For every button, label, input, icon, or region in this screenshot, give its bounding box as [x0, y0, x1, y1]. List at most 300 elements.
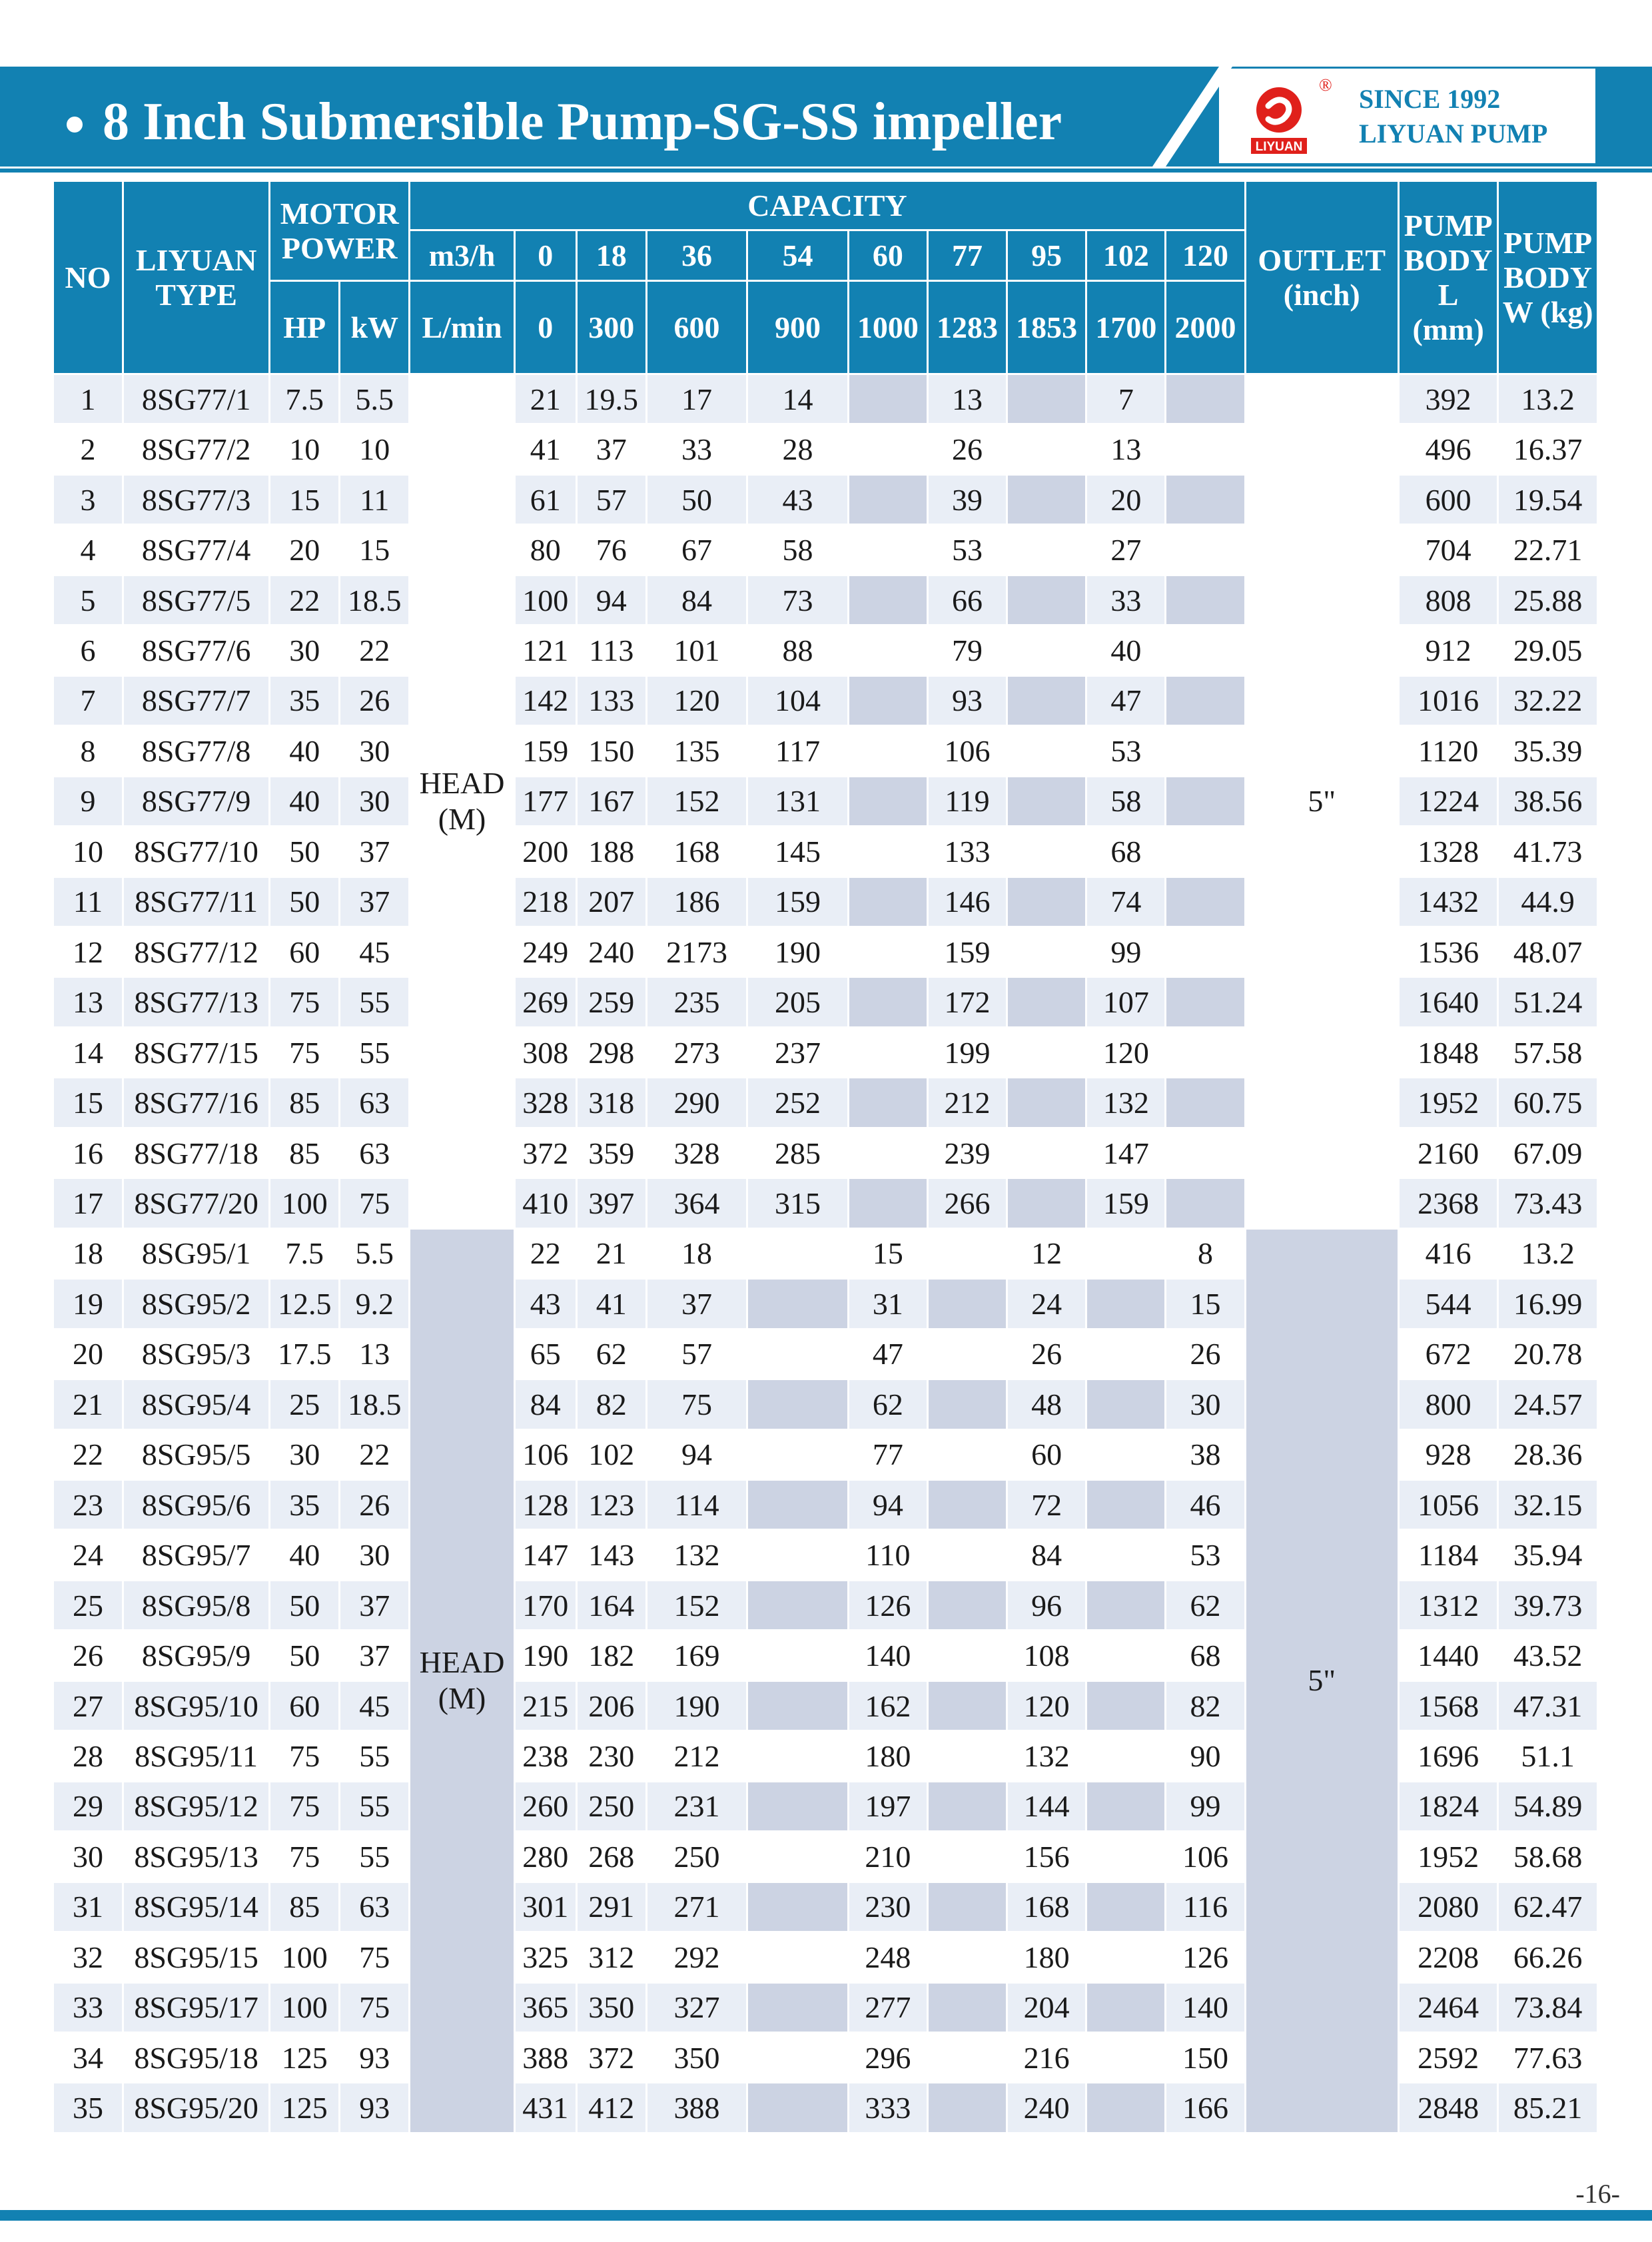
- row-kw: 55: [340, 977, 410, 1027]
- empty-cell: [747, 1631, 848, 1681]
- empty-cell: [927, 1379, 1007, 1429]
- body-weight: 48.07: [1498, 927, 1598, 976]
- row-kw: 30: [340, 1530, 410, 1580]
- header-motor-power: MOTOR POWER: [270, 181, 410, 281]
- row-kw: 37: [340, 827, 410, 877]
- head-value: 75: [646, 1379, 747, 1429]
- head-value: 240: [576, 927, 646, 976]
- head-value: 152: [646, 1580, 747, 1630]
- head-value: 62: [848, 1379, 927, 1429]
- head-value: 190: [514, 1631, 576, 1681]
- body-weight: 85.21: [1498, 2083, 1598, 2133]
- row-no: 12: [53, 927, 123, 976]
- body-length: 1056: [1398, 1479, 1497, 1529]
- head-value: 169: [646, 1631, 747, 1681]
- row-no: 26: [53, 1631, 123, 1681]
- row-hp: 10: [270, 424, 340, 474]
- row-kw: 93: [340, 2032, 410, 2082]
- head-value: 58: [747, 525, 848, 575]
- head-value: 108: [1007, 1631, 1086, 1681]
- row-hp: 30: [270, 625, 340, 675]
- head-value: 177: [514, 776, 576, 826]
- header-m3h-value: 102: [1086, 230, 1166, 281]
- head-value: 123: [576, 1479, 646, 1529]
- head-value: 28: [747, 424, 848, 474]
- head-value: 94: [646, 1429, 747, 1479]
- empty-cell: [927, 1781, 1007, 1831]
- body-length: 1952: [1398, 1078, 1497, 1128]
- body-length: 392: [1398, 374, 1497, 424]
- head-value: 159: [1086, 1178, 1166, 1228]
- head-value: 68: [1086, 827, 1166, 877]
- row-hp: 20: [270, 525, 340, 575]
- body-length: 1312: [1398, 1580, 1497, 1630]
- body-weight: 41.73: [1498, 827, 1598, 877]
- head-value: 164: [576, 1580, 646, 1630]
- head-value: 188: [576, 827, 646, 877]
- header-lmin-value: 2000: [1166, 281, 1245, 374]
- head-value: 271: [646, 1882, 747, 1932]
- body-weight: 54.89: [1498, 1781, 1598, 1831]
- head-value: 15: [1166, 1279, 1245, 1329]
- head-value: 90: [1166, 1731, 1245, 1781]
- empty-cell: [1086, 1379, 1166, 1429]
- footer-bar: [0, 2210, 1652, 2221]
- head-value: 250: [576, 1781, 646, 1831]
- head-value: 291: [576, 1882, 646, 1932]
- row-no: 32: [53, 1932, 123, 1982]
- head-value: 296: [848, 2032, 927, 2082]
- head-value: 39: [927, 474, 1007, 524]
- row-hp: 60: [270, 1681, 340, 1730]
- empty-cell: [927, 1329, 1007, 1379]
- row-type: 8SG95/6: [123, 1479, 270, 1529]
- header-lmin-value: 900: [747, 281, 848, 374]
- head-value: 41: [576, 1279, 646, 1329]
- row-hp: 100: [270, 1982, 340, 2032]
- head-value: 102: [576, 1429, 646, 1479]
- head-value: 53: [1166, 1530, 1245, 1580]
- body-weight: 43.52: [1498, 1631, 1598, 1681]
- empty-cell: [1166, 1128, 1245, 1178]
- row-hp: 85: [270, 1078, 340, 1128]
- row-hp: 50: [270, 827, 340, 877]
- table-row: [53, 374, 1598, 424]
- head-value: 207: [576, 877, 646, 927]
- row-type: 8SG95/18: [123, 2032, 270, 2082]
- empty-cell: [927, 1530, 1007, 1580]
- row-hp: 125: [270, 2032, 340, 2082]
- head-value: 359: [576, 1128, 646, 1178]
- head-value: 146: [927, 877, 1007, 927]
- empty-cell: [1166, 1027, 1245, 1077]
- empty-cell: [1086, 1429, 1166, 1479]
- empty-cell: [848, 1128, 927, 1178]
- row-no: 1: [53, 374, 123, 424]
- header-kw: kW: [340, 281, 410, 374]
- row-kw: 30: [340, 726, 410, 776]
- empty-cell: [1007, 525, 1086, 575]
- empty-cell: [848, 776, 927, 826]
- empty-cell: [1007, 1128, 1086, 1178]
- empty-cell: [1166, 1078, 1245, 1128]
- head-value: 143: [576, 1530, 646, 1580]
- head-value: 186: [646, 877, 747, 927]
- row-type: 8SG95/9: [123, 1631, 270, 1681]
- empty-cell: [1086, 1631, 1166, 1681]
- head-value: 61: [514, 474, 576, 524]
- page-title-text: 8 Inch Submersible Pump-SG-SS impeller: [103, 93, 1062, 151]
- head-value: 285: [747, 1128, 848, 1178]
- head-value: 180: [848, 1731, 927, 1781]
- head-value: 79: [927, 625, 1007, 675]
- head-value: 33: [1086, 575, 1166, 625]
- body-weight: 58.68: [1498, 1832, 1598, 1882]
- head-value: 100: [514, 575, 576, 625]
- body-weight: 73.43: [1498, 1178, 1598, 1228]
- head-label: HEAD (M): [410, 1228, 515, 2133]
- head-value: 57: [646, 1329, 747, 1379]
- head-value: 170: [514, 1580, 576, 1630]
- empty-cell: [848, 424, 927, 474]
- empty-cell: [1007, 1027, 1086, 1077]
- empty-cell: [848, 474, 927, 524]
- head-value: 273: [646, 1027, 747, 1077]
- head-value: 269: [514, 977, 576, 1027]
- row-no: 23: [53, 1479, 123, 1529]
- head-value: 250: [646, 1832, 747, 1882]
- row-hp: 100: [270, 1932, 340, 1982]
- body-weight: 77.63: [1498, 2032, 1598, 2082]
- logo-wordmark: LIYUAN: [1255, 140, 1303, 154]
- row-hp: 85: [270, 1882, 340, 1932]
- empty-cell: [1007, 1078, 1086, 1128]
- empty-cell: [747, 1731, 848, 1781]
- head-value: 364: [646, 1178, 747, 1228]
- head-value: 26: [1007, 1329, 1086, 1379]
- row-no: 10: [53, 827, 123, 877]
- outlet-value: 5": [1245, 1228, 1398, 2133]
- row-hp: 7.5: [270, 1228, 340, 1278]
- head-value: 13: [1086, 424, 1166, 474]
- row-kw: 75: [340, 1982, 410, 2032]
- outlet-value: 5": [1245, 374, 1398, 1229]
- row-no: 14: [53, 1027, 123, 1077]
- empty-cell: [1086, 1781, 1166, 1831]
- row-hp: 50: [270, 1580, 340, 1630]
- row-kw: 45: [340, 1681, 410, 1730]
- body-length: 1016: [1398, 675, 1497, 725]
- empty-cell: [1166, 726, 1245, 776]
- head-value: 37: [576, 424, 646, 474]
- row-kw: 13: [340, 1329, 410, 1379]
- body-length: 1184: [1398, 1530, 1497, 1580]
- empty-cell: [1166, 675, 1245, 725]
- head-value: 114: [646, 1479, 747, 1529]
- row-no: 17: [53, 1178, 123, 1228]
- head-value: 50: [646, 474, 747, 524]
- row-hp: 60: [270, 927, 340, 976]
- row-type: 8SG77/18: [123, 1128, 270, 1178]
- header-lmin-value: 300: [576, 281, 646, 374]
- empty-cell: [927, 1982, 1007, 2032]
- empty-cell: [1007, 675, 1086, 725]
- head-value: 41: [514, 424, 576, 474]
- empty-cell: [1007, 1178, 1086, 1228]
- head-value: 7: [1086, 374, 1166, 424]
- head-value: 60: [1007, 1429, 1086, 1479]
- head-value: 410: [514, 1178, 576, 1228]
- head-value: 96: [1007, 1580, 1086, 1630]
- brand-since: SINCE 1992: [1359, 84, 1501, 114]
- head-value: 240: [1007, 2083, 1086, 2133]
- body-weight: 44.9: [1498, 877, 1598, 927]
- head-value: 133: [927, 827, 1007, 877]
- body-length: 2848: [1398, 2083, 1497, 2133]
- head-value: 280: [514, 1832, 576, 1882]
- header-type: LIYUAN TYPE: [123, 181, 270, 374]
- head-value: 159: [747, 877, 848, 927]
- empty-cell: [1007, 575, 1086, 625]
- empty-cell: [1086, 1228, 1166, 1278]
- row-type: 8SG95/1: [123, 1228, 270, 1278]
- row-type: 8SG77/5: [123, 575, 270, 625]
- body-weight: 16.99: [1498, 1279, 1598, 1329]
- body-weight: 66.26: [1498, 1932, 1598, 1982]
- body-length: 2160: [1398, 1128, 1497, 1178]
- row-no: 25: [53, 1580, 123, 1630]
- head-value: 210: [848, 1832, 927, 1882]
- row-type: 8SG95/10: [123, 1681, 270, 1730]
- row-kw: 22: [340, 625, 410, 675]
- empty-cell: [1007, 827, 1086, 877]
- bullet-icon: [67, 117, 83, 133]
- row-no: 21: [53, 1379, 123, 1429]
- body-weight: 29.05: [1498, 625, 1598, 675]
- empty-cell: [927, 1832, 1007, 1882]
- head-value: 147: [514, 1530, 576, 1580]
- head-value: 230: [576, 1731, 646, 1781]
- head-value: 230: [848, 1882, 927, 1932]
- row-type: 8SG77/20: [123, 1178, 270, 1228]
- row-no: 31: [53, 1882, 123, 1932]
- row-type: 8SG77/16: [123, 1078, 270, 1128]
- empty-cell: [1166, 525, 1245, 575]
- head-value: 113: [576, 625, 646, 675]
- head-value: 120: [1086, 1027, 1166, 1077]
- header-lmin-value: 0: [514, 281, 576, 374]
- empty-cell: [1166, 374, 1245, 424]
- row-kw: 55: [340, 1731, 410, 1781]
- row-no: 9: [53, 776, 123, 826]
- head-value: 239: [927, 1128, 1007, 1178]
- row-no: 2: [53, 424, 123, 474]
- head-value: 47: [848, 1329, 927, 1379]
- head-value: 31: [848, 1279, 927, 1329]
- empty-cell: [927, 1580, 1007, 1630]
- body-weight: 67.09: [1498, 1128, 1598, 1178]
- empty-cell: [747, 1781, 848, 1831]
- head-value: 172: [927, 977, 1007, 1027]
- row-kw: 18.5: [340, 1379, 410, 1429]
- row-type: 8SG77/10: [123, 827, 270, 877]
- body-weight: 28.36: [1498, 1429, 1598, 1479]
- row-no: 19: [53, 1279, 123, 1329]
- empty-cell: [747, 1429, 848, 1479]
- body-length: 1224: [1398, 776, 1497, 826]
- empty-cell: [747, 1228, 848, 1278]
- empty-cell: [747, 1932, 848, 1982]
- diagonal-divider: [1126, 67, 1232, 167]
- head-value: 74: [1086, 877, 1166, 927]
- body-length: 1696: [1398, 1731, 1497, 1781]
- body-weight: 22.71: [1498, 525, 1598, 575]
- row-type: 8SG95/14: [123, 1882, 270, 1932]
- row-kw: 30: [340, 776, 410, 826]
- empty-cell: [848, 827, 927, 877]
- page-title: [67, 85, 1062, 159]
- row-kw: 63: [340, 1128, 410, 1178]
- head-value: 21: [514, 374, 576, 424]
- empty-cell: [848, 927, 927, 976]
- body-length: 416: [1398, 1228, 1497, 1278]
- row-hp: 75: [270, 977, 340, 1027]
- row-type: 8SG77/15: [123, 1027, 270, 1077]
- row-type: 8SG77/7: [123, 675, 270, 725]
- head-value: 168: [646, 827, 747, 877]
- empty-cell: [927, 1731, 1007, 1781]
- empty-cell: [1086, 1530, 1166, 1580]
- row-type: 8SG95/17: [123, 1982, 270, 2032]
- empty-cell: [1166, 1178, 1245, 1228]
- head-value: 388: [646, 2083, 747, 2133]
- empty-cell: [848, 374, 927, 424]
- head-value: 14: [747, 374, 848, 424]
- row-kw: 55: [340, 1832, 410, 1882]
- head-value: 110: [848, 1530, 927, 1580]
- row-type: 8SG77/3: [123, 474, 270, 524]
- head-value: 159: [514, 726, 576, 776]
- header-lmin-value: 1853: [1007, 281, 1086, 374]
- head-value: 145: [747, 827, 848, 877]
- empty-cell: [1007, 877, 1086, 927]
- head-value: 266: [927, 1178, 1007, 1228]
- head-value: 152: [646, 776, 747, 826]
- head-value: 20: [1086, 474, 1166, 524]
- head-value: 132: [1086, 1078, 1166, 1128]
- head-value: 73: [747, 575, 848, 625]
- row-type: 8SG95/5: [123, 1429, 270, 1479]
- header-lmin: L/min: [410, 281, 515, 374]
- head-value: 206: [576, 1681, 646, 1730]
- head-value: 212: [927, 1078, 1007, 1128]
- header-lmin-value: 1700: [1086, 281, 1166, 374]
- head-value: 142: [514, 675, 576, 725]
- row-hp: 25: [270, 1379, 340, 1429]
- empty-cell: [747, 1681, 848, 1730]
- head-value: 268: [576, 1832, 646, 1882]
- head-value: 48: [1007, 1379, 1086, 1429]
- row-no: 15: [53, 1078, 123, 1128]
- head-value: 325: [514, 1932, 576, 1982]
- head-value: 65: [514, 1329, 576, 1379]
- head-value: 24: [1007, 1279, 1086, 1329]
- row-type: 8SG95/4: [123, 1379, 270, 1429]
- empty-cell: [1166, 927, 1245, 976]
- header-lmin-value: 1000: [848, 281, 927, 374]
- brand-text: [1359, 82, 1547, 151]
- head-value: 308: [514, 1027, 576, 1077]
- row-type: 8SG95/20: [123, 2083, 270, 2133]
- empty-cell: [927, 1429, 1007, 1479]
- row-kw: 55: [340, 1781, 410, 1831]
- row-type: 8SG77/13: [123, 977, 270, 1027]
- brand-box: [1219, 69, 1595, 163]
- empty-cell: [1166, 877, 1245, 927]
- row-type: 8SG77/11: [123, 877, 270, 927]
- empty-cell: [927, 1279, 1007, 1329]
- row-hp: 100: [270, 1178, 340, 1228]
- head-value: 249: [514, 927, 576, 976]
- head-value: 47: [1086, 675, 1166, 725]
- body-length: 1952: [1398, 1832, 1497, 1882]
- body-length: 928: [1398, 1429, 1497, 1479]
- body-length: 544: [1398, 1279, 1497, 1329]
- head-value: 116: [1166, 1882, 1245, 1932]
- head-value: 72: [1007, 1479, 1086, 1529]
- body-length: 2464: [1398, 1982, 1497, 2032]
- head-value: 21: [576, 1228, 646, 1278]
- row-no: 18: [53, 1228, 123, 1278]
- empty-cell: [1007, 726, 1086, 776]
- empty-cell: [747, 2083, 848, 2133]
- head-value: 84: [1007, 1530, 1086, 1580]
- header-lmin-value: 600: [646, 281, 747, 374]
- row-kw: 37: [340, 1631, 410, 1681]
- row-kw: 45: [340, 927, 410, 976]
- empty-cell: [747, 1329, 848, 1379]
- head-value: 298: [576, 1027, 646, 1077]
- empty-cell: [1086, 1580, 1166, 1630]
- empty-cell: [927, 1479, 1007, 1529]
- row-kw: 15: [340, 525, 410, 575]
- head-value: 117: [747, 726, 848, 776]
- registered-mark: ®: [1319, 75, 1332, 95]
- body-weight: 32.22: [1498, 675, 1598, 725]
- row-kw: 37: [340, 1580, 410, 1630]
- head-value: 135: [646, 726, 747, 776]
- header-body-length: PUMP BODY L (mm): [1398, 181, 1497, 374]
- head-value: 397: [576, 1178, 646, 1228]
- header-m3h-value: 18: [576, 230, 646, 281]
- empty-cell: [1086, 1832, 1166, 1882]
- empty-cell: [1007, 927, 1086, 976]
- body-weight: 51.24: [1498, 977, 1598, 1027]
- head-value: 205: [747, 977, 848, 1027]
- row-type: 8SG77/4: [123, 525, 270, 575]
- header-m3h-value: 54: [747, 230, 848, 281]
- empty-cell: [848, 625, 927, 675]
- body-length: 2592: [1398, 2032, 1497, 2082]
- head-value: 26: [927, 424, 1007, 474]
- empty-cell: [747, 1580, 848, 1630]
- header-outlet: OUTLET (inch): [1245, 181, 1398, 374]
- empty-cell: [927, 2083, 1007, 2133]
- empty-cell: [1166, 575, 1245, 625]
- header-hp: HP: [270, 281, 340, 374]
- empty-cell: [848, 575, 927, 625]
- row-type: 8SG95/13: [123, 1832, 270, 1882]
